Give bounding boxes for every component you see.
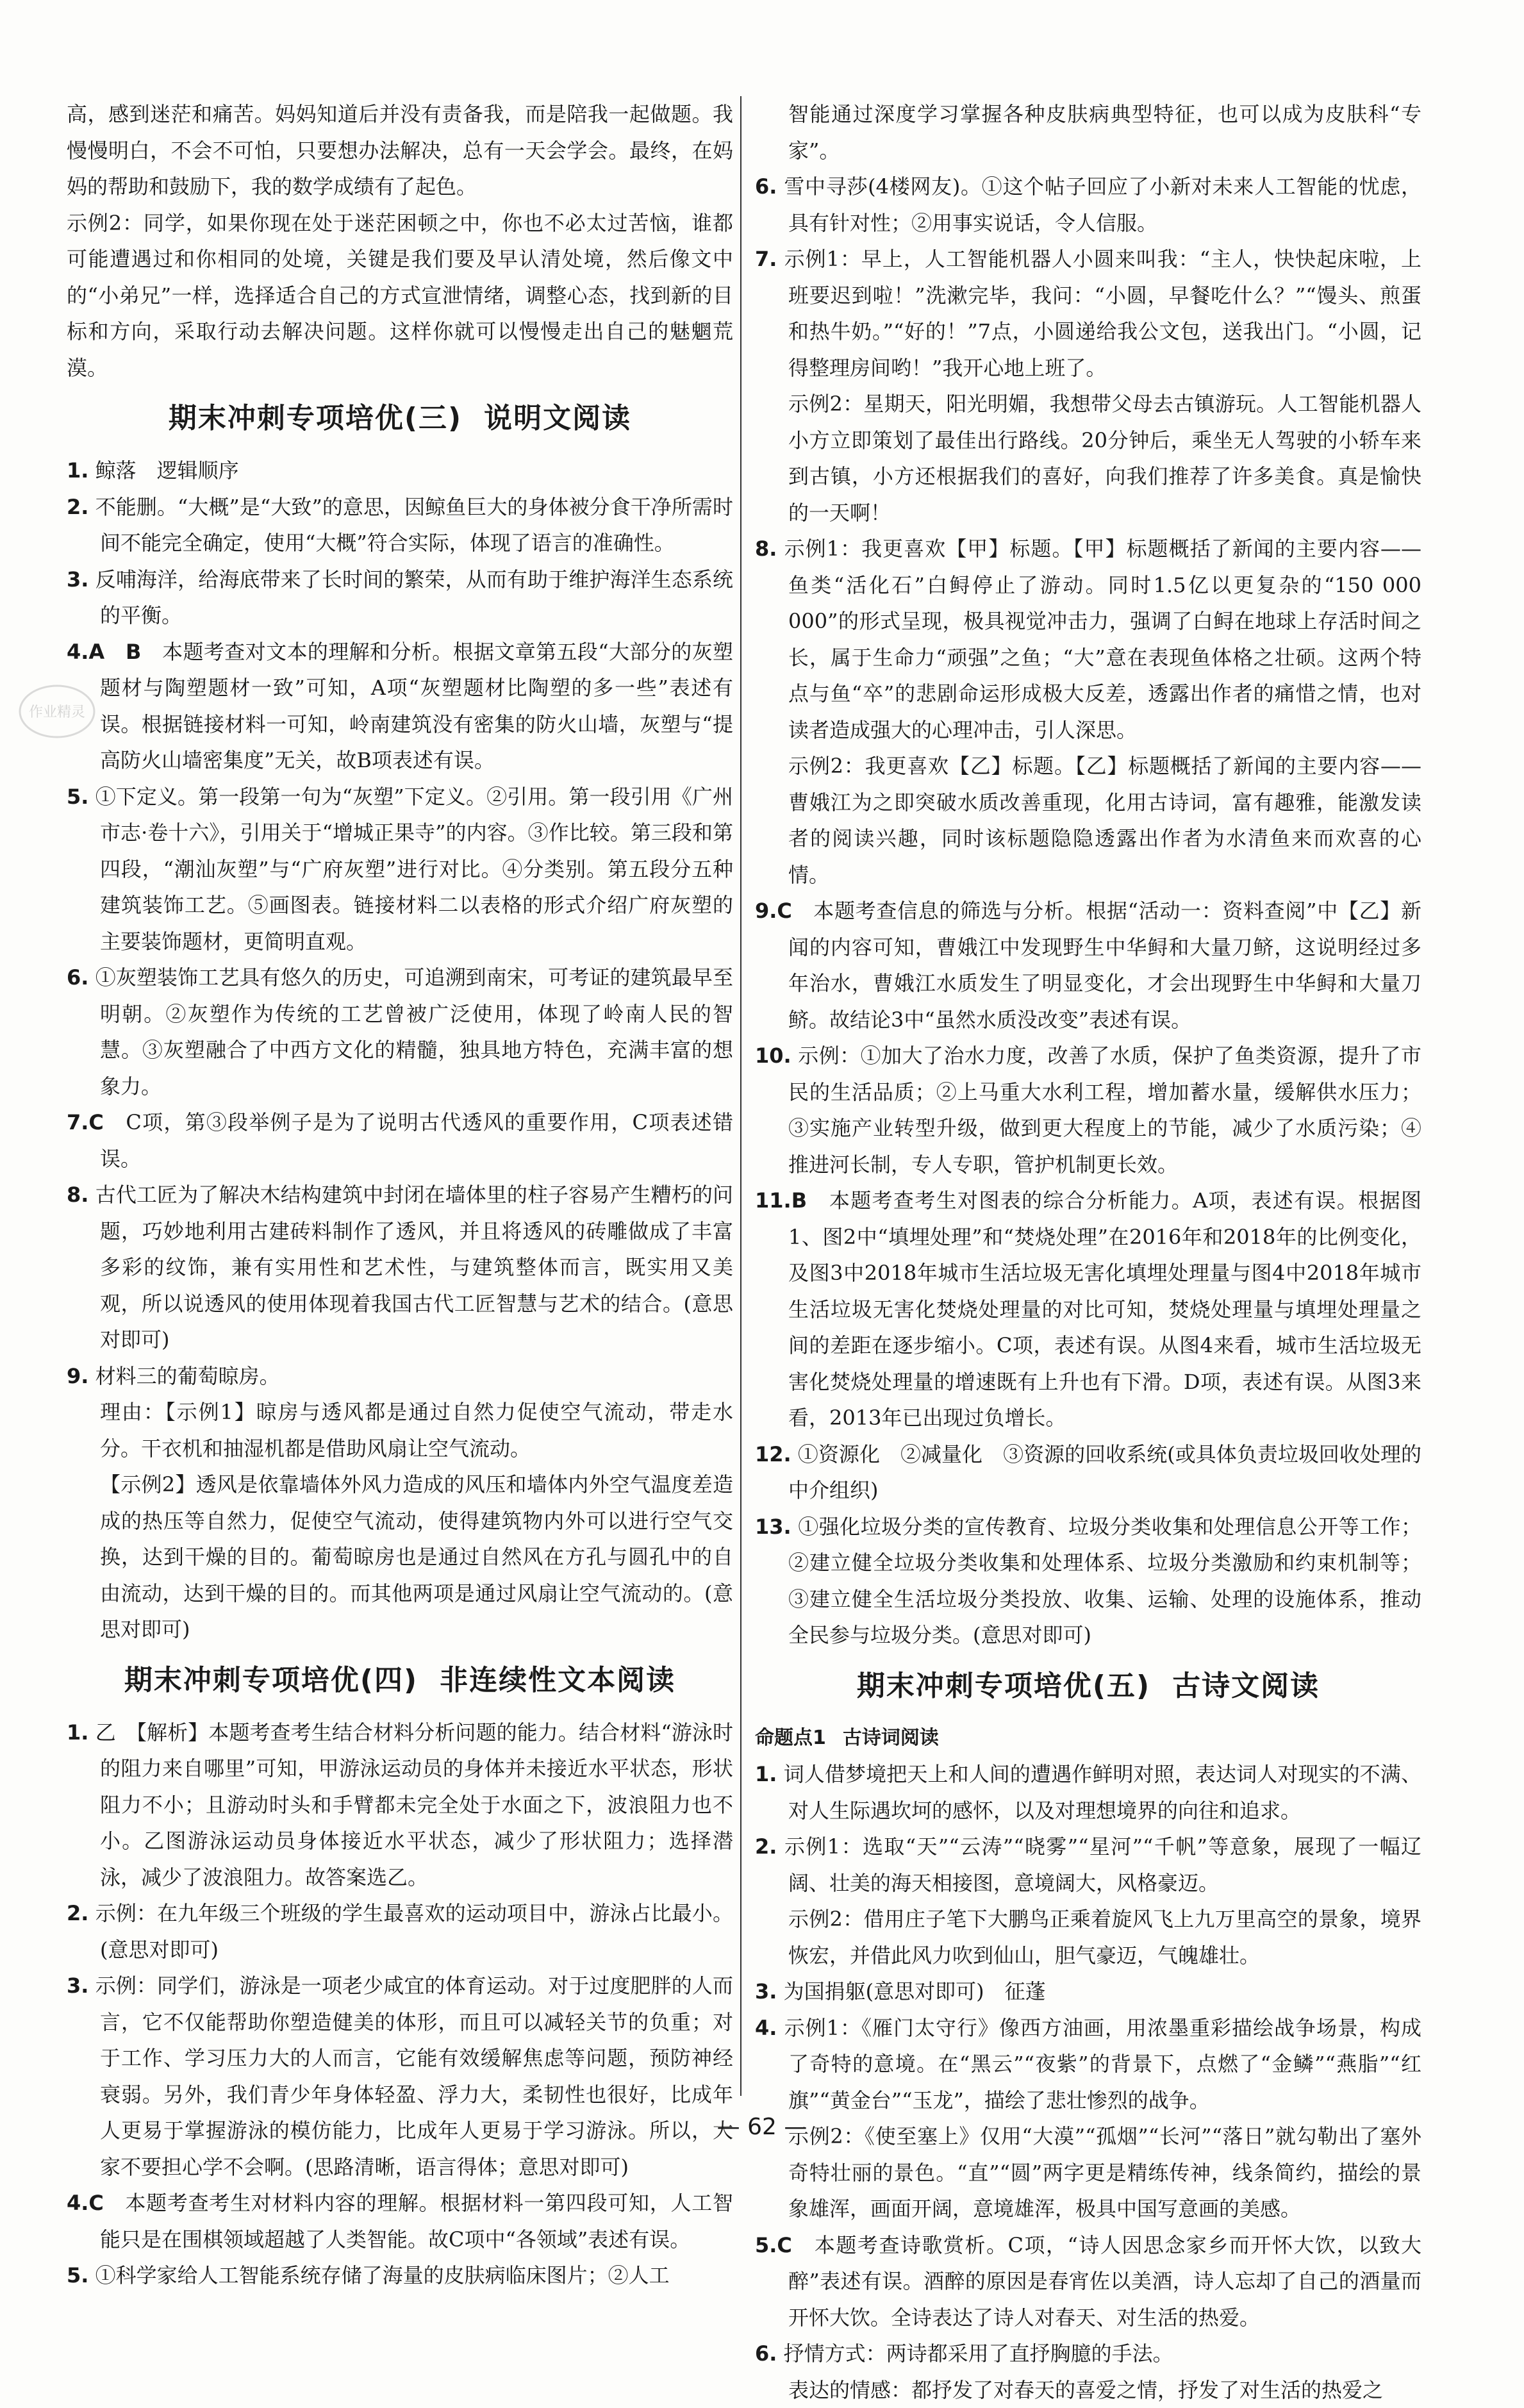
item-number: 2.	[67, 495, 88, 519]
answer-item	[67, 489, 733, 561]
item-key: C	[88, 1110, 103, 1134]
section-title: 期末冲刺专项培优(四)	[124, 1664, 418, 1697]
answer-item	[755, 1038, 1421, 1183]
item-text: 反哺海洋，给海底带来了长时间的繁荣，从而有助于维护海洋生态系统的平衡。	[95, 567, 733, 628]
item-text: ①下定义。第一段第一句为“灰塑”下定义。②引用。第一段引用《广州市志·卷十六》，引用关于“增城正果寺”的内容。③作比较。第三段和第四段，“潮汕灰塑”与“广府灰塑”进行对比。④分类别。第五段分五种建筑装饰工艺。⑤画图表。链接材料二以表格的形式介绍广府灰塑的主要装饰题材，更简明直观。	[95, 785, 733, 954]
item-number: 8.	[755, 536, 777, 561]
paragraph: 高，感到迷茫和痛苦。妈妈知道后并没有责备我，而是陪我一起做题。我慢慢明白，不会不可怕，只要想办法解决，总有一天会学会。最终，在妈妈的帮助和鼓励下，我的数学成绩有了起色。	[67, 96, 733, 205]
section-heading-4	[67, 1658, 733, 1703]
item-text: 本题考查对文本的理解和分析。根据文章第五段“大部分的灰塑题材与陶塑题材一致”可知，A项“灰塑题材比陶塑的多一些”表述有误。根据链接材料一可知，岭南建筑没有密集的防火山墙，灰塑与“提高防火山墙密集度”无关，故B项表述有误。	[100, 640, 733, 773]
answer-item	[67, 2185, 733, 2257]
item-text: ①资源化 ②减量化 ③资源的回收系统(或具体负责垃圾回收处理的中介组织)	[788, 1442, 1421, 1503]
answer-item	[67, 1177, 733, 1358]
left-column	[67, 96, 733, 2294]
item-text: ①灰塑装饰工艺具有悠久的历史，可追溯到南宋，可考证的建筑最早至明朝。②灰塑作为传统的工艺曾被广泛使用，体现了岭南人民的智慧。③灰塑融合了中西方文化的精髓，独具地方特色，充满丰富的想象力。	[95, 965, 733, 1099]
item-number: 9.	[755, 899, 777, 923]
section-heading-5	[755, 1664, 1421, 1709]
answer-item	[755, 893, 1421, 1038]
answer-item	[67, 1895, 733, 1968]
point-heading	[755, 1720, 1421, 1757]
watermark-stamp-text: 作业精灵	[29, 704, 85, 720]
item-number: 5.	[755, 2233, 777, 2257]
item-number: 3.	[67, 567, 88, 592]
item-text: 示例：同学们，游泳是一项老少咸宜的体育运动。对于过度肥胖的人而言，它不仅能帮助你塑造健美的体形，而且可以减轻关节的负重；对于工作、学习压力大的人而言，它能有效缓解焦虑等问题，预防神经衰弱。另外，我们青少年身体轻盈、浮力大，柔韧性也很好，比成年人更易于掌握游泳的模仿能力，比成年人更易于学习游泳。所以，大家不要担心学不会啊。(思路清晰，语言得体；意思对即可)	[95, 1973, 733, 2179]
item-number: 5.	[67, 2263, 88, 2288]
answer-item	[755, 1436, 1421, 1509]
answer-item	[67, 561, 733, 634]
item-text: 示例1：早上，人工智能机器人小圆来叫我：“主人，快快起床啦，上班要迟到啦！”洗漱完毕，我问：“小圆，早餐吃什么？”“馒头、煎蛋和热牛奶。”“好的！”7点，小圆递给我公文包，送我出门。“小圆，记得整理房间哟！”我开心地上班了。	[784, 247, 1421, 380]
point-label: 命题点1	[755, 1727, 826, 1749]
item-text: 为国捐躯(意思对即可) 征蓬	[784, 1979, 1046, 2004]
answer-item	[755, 531, 1421, 748]
answer-subparagraph: 理由：【示例1】晾房与透风都是通过自然力促使空气流动，带走水分。干衣机和抽湿机都是借助风扇让空气流动。	[67, 1394, 733, 1466]
section-heading-3	[67, 396, 733, 441]
item-text: 示例1：选取“天”“云涛”“晓雾”“星河”“千帆”等意象，展现了一幅辽阔、壮美的海天相接图，意境阔大，风格豪迈。	[784, 1834, 1421, 1895]
item-number: 1.	[755, 1762, 777, 1786]
answer-subparagraph: 表达的情感：都抒发了对春天的喜爱之情，抒发了对生活的热爱之	[755, 2372, 1421, 2408]
section-title: 期末冲刺专项培优(三)	[169, 402, 462, 435]
item-key: C	[777, 899, 791, 923]
item-number: 2.	[67, 1901, 88, 1925]
item-key: A B	[88, 640, 141, 664]
answer-item	[755, 241, 1421, 386]
answer-item	[755, 2336, 1421, 2372]
answer-item	[755, 1973, 1421, 2010]
item-number: 4.	[67, 2191, 88, 2215]
item-number: 3.	[755, 1979, 777, 2004]
answer-item	[67, 453, 733, 489]
item-number: 4.	[67, 640, 88, 664]
item-text: 示例：在九年级三个班级的学生最喜欢的运动项目中，游泳占比最小。(意思对即可)	[95, 1901, 733, 1962]
item-number: 2.	[755, 1834, 777, 1859]
item-text: 不能删。“大概”是“大致”的意思，因鲸鱼巨大的身体被分食干净所需时间不能完全确定，使用“大概”符合实际，体现了语言的准确性。	[95, 495, 733, 556]
item-text: 抒情方式：两诗都采用了直抒胸臆的手法。	[784, 2341, 1173, 2366]
item-text: 材料三的葡萄晾房。	[95, 1364, 280, 1388]
item-text: 雪中寻莎(4楼网友)。①这个帖子回应了小新对未来人工智能的忧虑，具有针对性；②用事实说话，令人信服。	[784, 174, 1421, 235]
item-key: B	[791, 1188, 807, 1213]
item-key: C	[88, 2191, 103, 2215]
answer-item	[755, 1756, 1421, 1829]
section-subtitle: 说明文阅读	[484, 402, 631, 435]
answer-item	[755, 169, 1421, 241]
item-text: 本题考查信息的筛选与分析。根据“活动一：资料查阅”中【乙】新闻的内容可知，曹娥江中发现野生中华鲟和大量刀鲚，这说明经过多年治水，曹娥江水质发生了明显变化，才会出现野生中华鲟和大量刀鲚。故结论3中“虽然水质没改变”表述有误。	[788, 899, 1421, 1032]
answer-item	[755, 1183, 1421, 1436]
item-text: 本题考查诗歌赏析。C项，“诗人因思念家乡而开怀大饮，以致大醉”表述有误。酒醉的原因是春宵佐以美酒，诗人忘却了自己的酒量而开怀大饮。全诗表达了诗人对春天、对生活的热爱。	[788, 2233, 1421, 2330]
item-number: 1.	[67, 458, 88, 483]
answer-item	[67, 959, 733, 1104]
item-number: 7.	[67, 1110, 88, 1134]
answer-item	[67, 2257, 733, 2294]
item-number: 8.	[67, 1183, 88, 1207]
item-text: 本题考查考生对图表的综合分析能力。A项，表述有误。根据图1、图2中“填埋处理”和“焚烧处理”在2016年和2018年的比例变化，及图3中2018年城市生活垃圾无害化填埋处理量与图4中2018年城市生活垃圾无害化焚烧处理量的对比可知，焚烧处理量与填埋处理量之间的差距在逐步缩小。C项，表述有误。从图4来看，城市生活垃圾无害化焚烧处理量的增速既有上升也有下滑。D项，表述有误。从图3来看，2013年已出现过负增长。	[788, 1188, 1421, 1430]
answer-subparagraph: 示例2：借用庄子笔下大鹏鸟正乘着旋风飞上九万里高空的景象，境界恢宏，并借此风力吹到仙山，胆气豪迈，气魄雄壮。	[755, 1901, 1421, 1973]
answer-subparagraph: 示例2：星期天，阳光明媚，我想带父母去古镇游玩。人工智能机器人小方立即策划了最佳出行路线。20分钟后，乘坐无人驾驶的小轿车来到古镇，小方还根据我们的喜好，向我们推荐了许多美食。真是愉快的一天啊！	[755, 386, 1421, 531]
item-number: 11.	[755, 1188, 791, 1213]
answer-item	[755, 2227, 1421, 2336]
item-number: 6.	[67, 965, 88, 990]
point-title: 古诗词阅读	[843, 1727, 939, 1749]
section-subtitle: 古诗文阅读	[1172, 1670, 1320, 1702]
item-key: C	[777, 2233, 791, 2257]
item-number: 6.	[755, 174, 777, 199]
answer-item	[67, 1358, 733, 1395]
page-number: — 62 —	[0, 2114, 1524, 2140]
item-text: 词人借梦境把天上和人间的遭遇作鲜明对照，表达词人对现实的不满、对人生际遇坎坷的感怀，以及对理想境界的向往和追求。	[784, 1762, 1421, 1823]
section-subtitle: 非连续性文本阅读	[440, 1664, 675, 1697]
answer-item	[755, 1509, 1421, 1654]
item-text: 乙 【解析】本题考查考生结合材料分析问题的能力。结合材料“游泳时的阻力来自哪里”可知，甲游泳运动员的身体并未接近水平状态，形状阻力不小；且游动时头和手臂都未完全处于水面之下，波浪阻力也不小。乙图游泳运动员身体接近水平状态，减少了形状阻力；选择潜泳，减少了波浪阻力。故答案选乙。	[95, 1720, 733, 1889]
section-title: 期末冲刺专项培优(五)	[857, 1670, 1150, 1702]
answer-subparagraph: 智能通过深度学习掌握各种皮肤病典型特征，也可以成为皮肤科“专家”。	[755, 96, 1421, 169]
answer-item	[67, 1968, 733, 2185]
item-number: 1.	[67, 1720, 88, 1745]
answer-item	[67, 634, 733, 779]
answer-item	[67, 779, 733, 960]
item-number: 7.	[755, 247, 777, 271]
answer-item	[755, 2010, 1421, 2119]
item-number: 6.	[755, 2341, 777, 2366]
item-text: 示例1：《雁门太守行》像西方油画，用浓墨重彩描绘战争场景，构成了奇特的意境。在“黑云”“夜紫”的背景下，点燃了“金鳞”“燕脂”“红旗”“黄金台”“玉龙”，描绘了悲壮惨烈的战争。	[784, 2016, 1421, 2113]
item-number: 12.	[755, 1442, 791, 1466]
item-text: 示例：①加大了治水力度，改善了水质，保护了鱼类资源，提升了市民的生活品质；②上马重大水利工程，增加蓄水量，缓解供水压力；③实施产业转型升级，做到更大程度上的节能，减少了水质污染；④推进河长制，专人专职，管护机制更长效。	[788, 1043, 1421, 1177]
answer-subparagraph: 【示例2】透风是依靠墙体外风力造成的风压和墙体内外空气温度差造成的热压等自然力，促使空气流动，使得建筑物内外可以进行空气交换，达到干燥的目的。葡萄晾房也是通过自然风在方孔与圆孔中的自由流动，达到干燥的目的。而其他两项是通过风扇让空气流动的。(意思对即可)	[67, 1466, 733, 1648]
item-text: 示例1：我更喜欢【甲】标题。【甲】标题概括了新闻的主要内容——鱼类“活化石”白鲟停止了游动。同时1.5亿以更复杂的“150 000 000”的形式呈现，极具视觉冲击力，强调了白鲟在地球上存活时间之长，属于生命力“顽强”之鱼；“大”意在表现鱼体格之壮硕。这两个特点与鱼“卒”的悲剧命运形成极大反差，透露出作者的痛惜之情，也对读者造成强大的心理冲击，引人深思。	[784, 536, 1421, 742]
item-number: 4.	[755, 2016, 777, 2040]
item-text: 古代工匠为了解决木结构建筑中封闭在墙体里的柱子容易产生糟朽的问题，巧妙地利用古建砖料制作了透风，并且将透风的砖雕做成了丰富多彩的纹饰，兼有实用性和艺术性，与建筑整体而言，既实用又美观，所以说透风的使用体现着我国古代工匠智慧与艺术的结合。(意思对即可)	[95, 1183, 733, 1352]
answer-subparagraph: 示例2：《使至塞上》仅用“大漠”“孤烟”“长河”“落日”就勾勒出了塞外奇特壮丽的景色。“直”“圆”两字更是精练传神，线条简约，描绘的景象雄浑，画面开阔，意境雄浑，极具中国写意画的美感。	[755, 2118, 1421, 2227]
item-number: 13.	[755, 1515, 791, 1539]
answer-item	[755, 1829, 1421, 1901]
item-number: 5.	[67, 785, 88, 809]
answer-subparagraph: 示例2：我更喜欢【乙】标题。【乙】标题概括了新闻的主要内容——曹娥江为之即突破水质改善重现，化用古诗词，富有趣雅，能激发读者的阅读兴趣，同时该标题隐隐透露出作者为水清鱼来而欢喜的心情。	[755, 748, 1421, 893]
item-text: ①科学家给人工智能系统存储了海量的皮肤病临床图片；②人工	[95, 2263, 670, 2288]
column-divider	[740, 96, 741, 2096]
item-text: 鲸落 逻辑顺序	[95, 458, 239, 483]
item-text: 本题考查考生对材料内容的理解。根据材料一第四段可知，人工智能只是在围棋领域超越了人类智能。故C项中“各领域”表述有误。	[100, 2191, 733, 2252]
right-column	[755, 96, 1421, 2408]
paragraph: 示例2：同学，如果你现在处于迷茫困顿之中，你也不必太过苦恼，谁都可能遭遇过和你相同的处境，关键是我们要及早认清处境，然后像文中的“小弟兄”一样，选择适合自己的方式宣泄情绪，调整心态，找到新的目标和方向，采取行动去解决问题。这样你就可以慢慢走出自己的魅魍荒漠。	[67, 205, 733, 386]
answer-item	[67, 1104, 733, 1177]
item-text: ①强化垃圾分类的宣传教育、垃圾分类收集和处理信息公开等工作；②建立健全垃圾分类收集和处理体系、垃圾分类激励和约束机制等；③建立健全生活垃圾分类投放、收集、运输、处理的设施体系，推动全民参与垃圾分类。(意思对即可)	[788, 1515, 1421, 1648]
item-number: 9.	[67, 1364, 88, 1388]
answer-item	[67, 1715, 733, 1896]
item-number: 3.	[67, 1973, 88, 1998]
item-text: C项，第③段举例子是为了说明古代透风的重要作用，C项表述错误。	[100, 1110, 733, 1171]
item-number: 10.	[755, 1043, 791, 1068]
